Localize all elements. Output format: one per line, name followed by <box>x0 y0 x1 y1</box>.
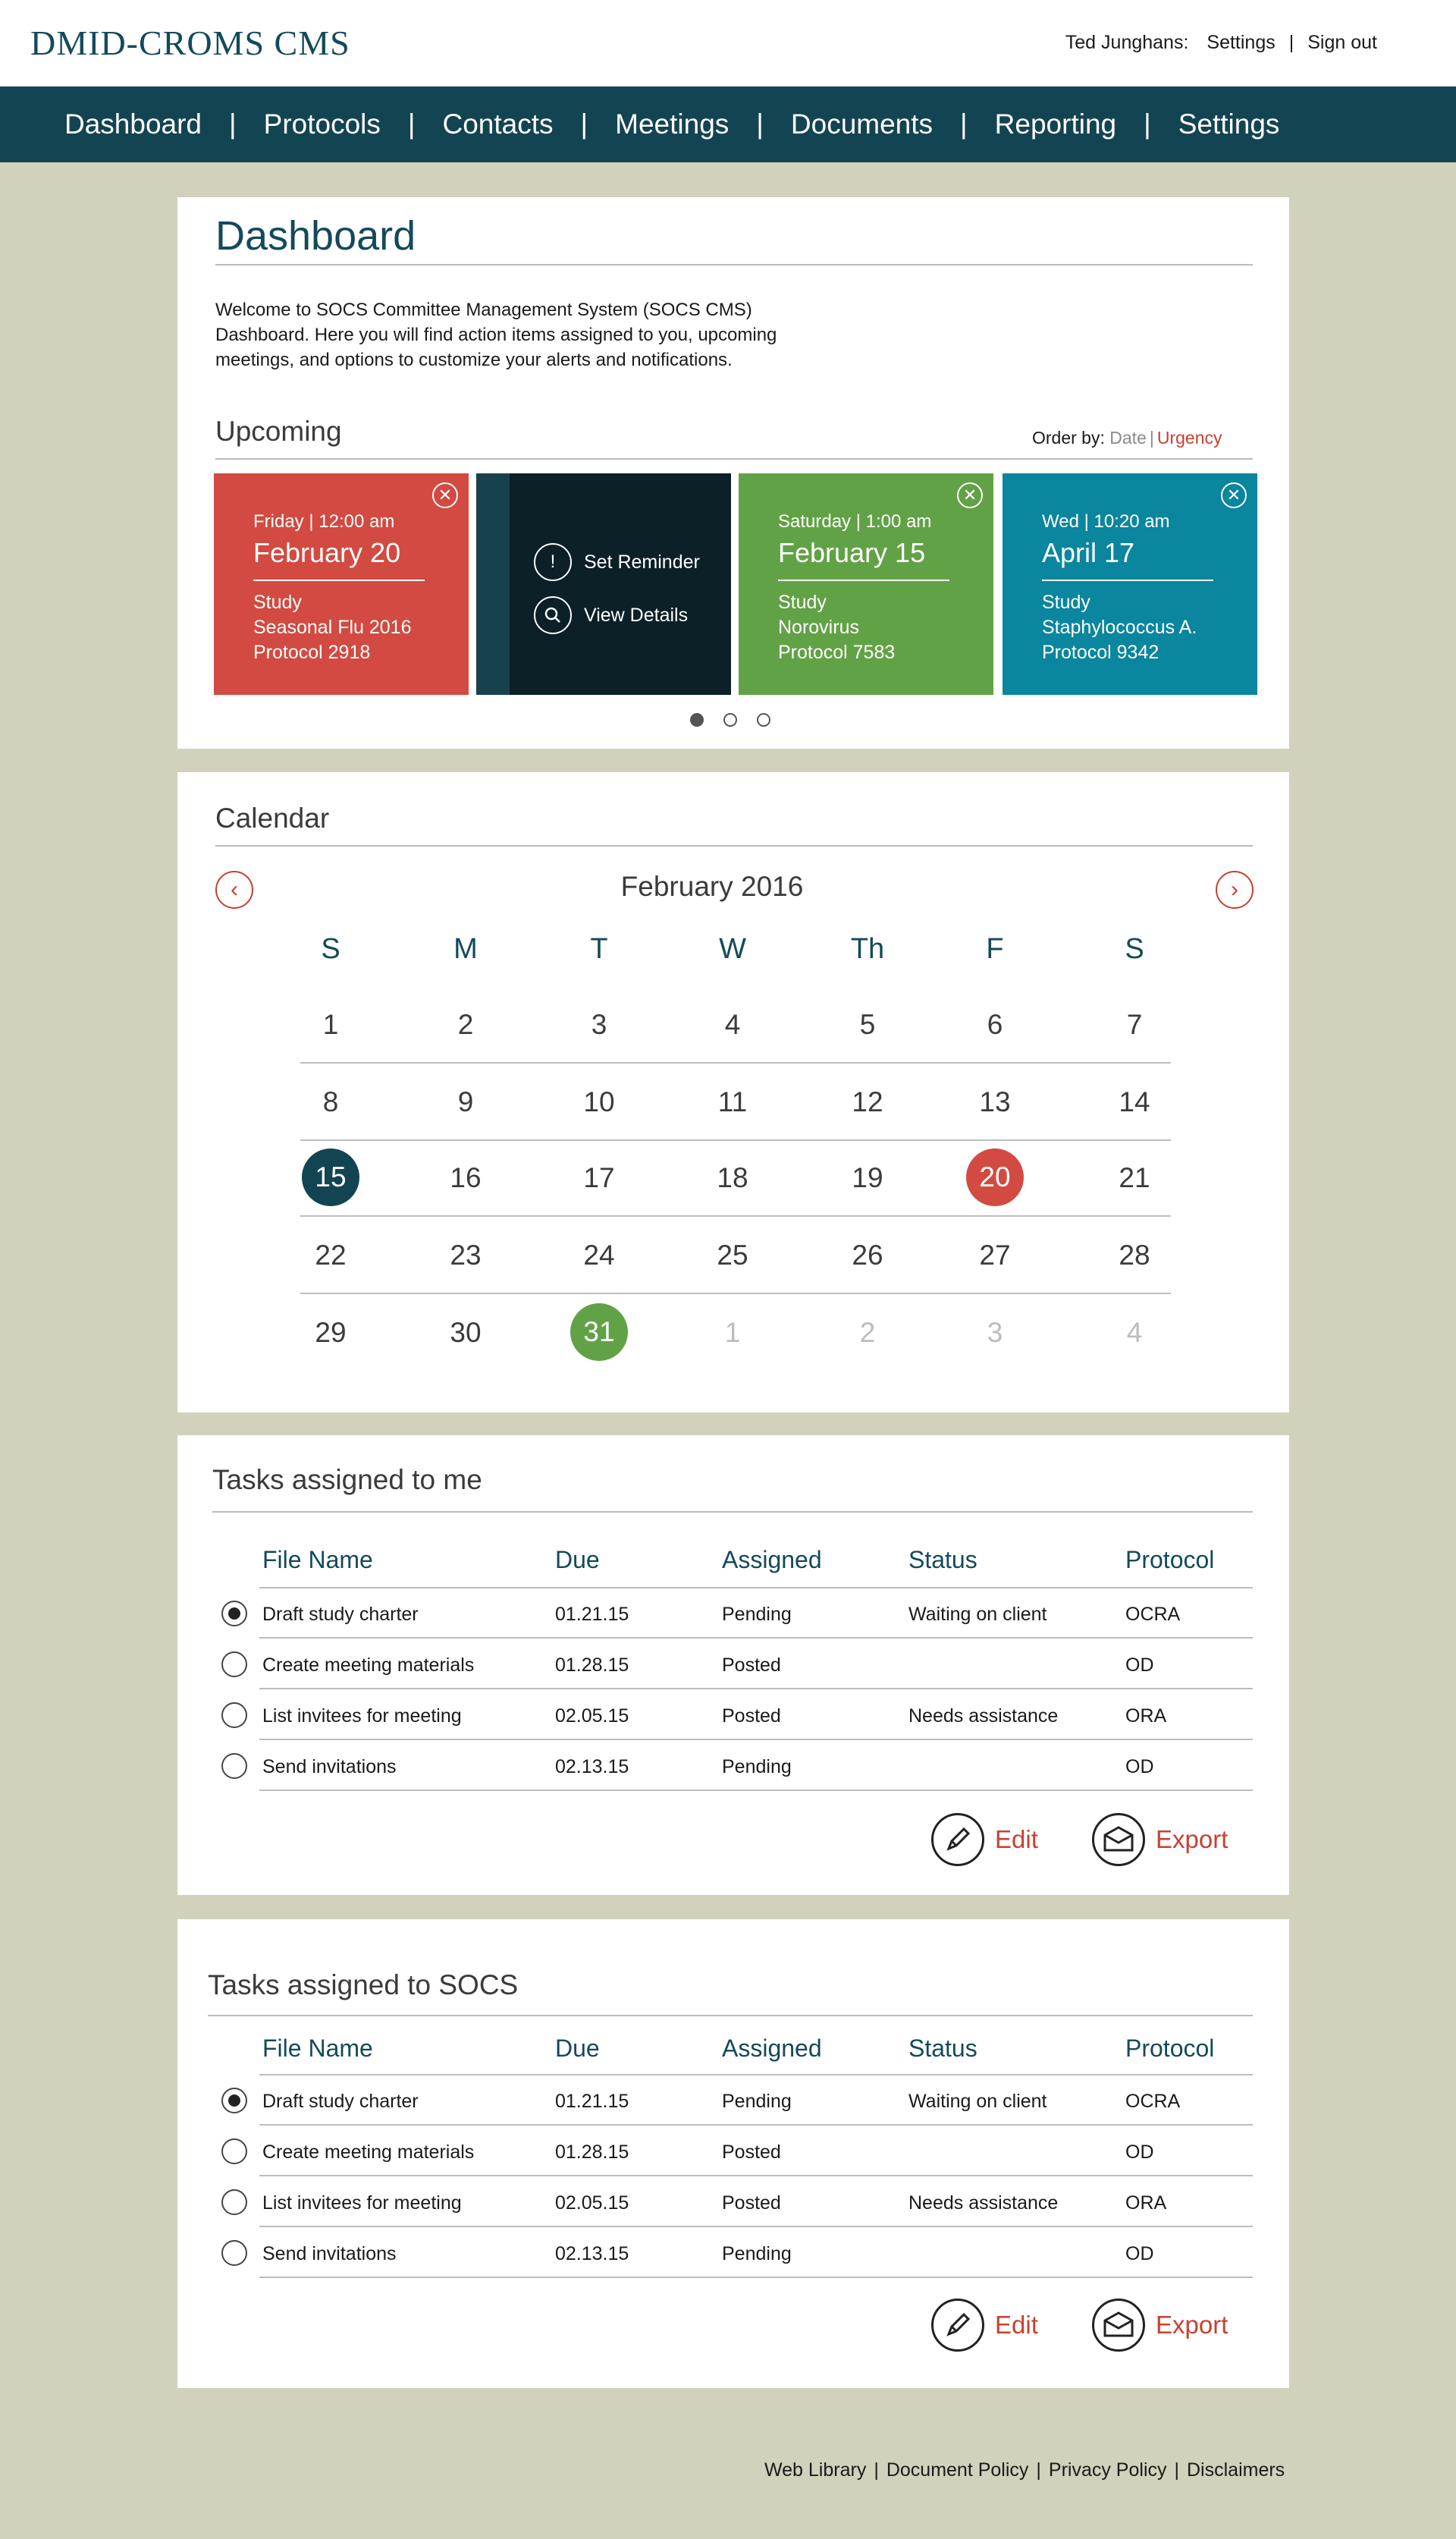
calendar-next-button[interactable]: › <box>1216 871 1254 909</box>
cell-due: 01.21.15 <box>555 1604 629 1625</box>
footer-separator: | <box>1036 2459 1041 2481</box>
cell-status: Waiting on client <box>908 1604 1047 1625</box>
card-divider <box>778 580 949 581</box>
upcoming-title: Upcoming <box>215 416 342 447</box>
calendar-day[interactable]: 24 <box>583 1240 615 1271</box>
nav-meetings[interactable]: Meetings <box>615 108 730 140</box>
calendar-day[interactable]: 22 <box>315 1240 347 1271</box>
card-type: Study <box>1042 592 1090 613</box>
nav-separator: | <box>756 108 764 140</box>
cell-protocol: OCRA <box>1125 1604 1181 1625</box>
welcome-text: Welcome to SOCS Committee Management System (SOCS CMS) Dashboard. Here you will find action items assigned to you, upcoming meetings, and options to customize your alerts and notifications. <box>215 300 777 370</box>
card-day: Wed | 10:20 am <box>1042 511 1170 532</box>
cell-protocol: ORA <box>1125 1705 1167 1727</box>
column-header: Status <box>908 2035 977 2062</box>
calendar-day[interactable]: 5 <box>859 1009 876 1040</box>
calendar-day[interactable]: 12 <box>852 1086 883 1117</box>
calendar-day[interactable]: 18 <box>717 1162 748 1193</box>
envelope-icon <box>1092 1813 1145 1866</box>
user-bar-divider: | <box>1288 32 1294 53</box>
column-header: Assigned <box>722 1546 822 1573</box>
row-select-radio[interactable] <box>221 2088 247 2113</box>
table-row-divider <box>259 2175 1253 2176</box>
cell-assigned: Pending <box>722 2091 792 2112</box>
table-header-divider <box>259 1587 1253 1588</box>
card-actions-strip <box>476 473 510 695</box>
cell-assigned: Posted <box>722 2141 781 2163</box>
calendar-row-divider <box>300 1062 1171 1064</box>
weekday-label: Th <box>850 933 885 965</box>
edit-label: Edit <box>995 1825 1038 1853</box>
order-by-date[interactable]: Date <box>1109 428 1147 448</box>
calendar-row-divider <box>300 1215 1171 1217</box>
calendar-divider <box>215 845 1253 847</box>
calendar-day[interactable]: 1 <box>322 1009 339 1040</box>
main-nav <box>0 86 1456 162</box>
card-type: Study <box>778 592 827 613</box>
calendar-row-divider <box>300 1139 1171 1141</box>
row-select-radio[interactable] <box>221 1601 247 1626</box>
cell-assigned: Posted <box>722 1705 781 1727</box>
alert-icon: ! <box>534 543 572 581</box>
cell-protocol: OCRA <box>1125 2091 1181 2112</box>
table-header-divider <box>259 2074 1253 2076</box>
close-icon[interactable]: ✕ <box>957 482 983 508</box>
edit-label: Edit <box>995 2311 1038 2339</box>
calendar-day[interactable]: 30 <box>450 1317 482 1348</box>
cell-due: 01.28.15 <box>555 2141 629 2163</box>
cell-due: 02.05.15 <box>555 2192 629 2214</box>
column-header: File Name <box>262 2035 373 2062</box>
row-select-radio[interactable] <box>221 1702 247 1728</box>
calendar-day[interactable]: 19 <box>852 1162 883 1193</box>
title-divider <box>215 264 1253 266</box>
cell-due: 01.21.15 <box>555 2091 629 2112</box>
nav-separator: | <box>960 108 968 140</box>
card-protocol: Protocol 9342 <box>1042 642 1159 663</box>
set-reminder-button[interactable] <box>534 543 700 581</box>
order-by-separator: | <box>1149 428 1154 448</box>
nav-protocols[interactable]: Protocols <box>263 108 381 140</box>
set-reminder-label: Set Reminder <box>584 551 700 573</box>
card-date: February 15 <box>778 537 926 568</box>
row-select-radio[interactable] <box>221 2189 247 2215</box>
cell-file: List invitees for meeting <box>262 1705 462 1727</box>
tasks-me-edit-button[interactable] <box>931 1813 1038 1866</box>
calendar-day[interactable] <box>538 1303 660 1361</box>
footer-separator: | <box>1174 2459 1179 2481</box>
row-select-radio[interactable] <box>221 2240 247 2266</box>
column-header: Due <box>555 2035 600 2062</box>
card-protocol: Protocol 2918 <box>253 642 371 663</box>
column-header: Protocol <box>1125 2035 1215 2062</box>
calendar-day[interactable]: 13 <box>979 1086 1011 1117</box>
calendar-day[interactable] <box>270 1149 391 1206</box>
calendar-title: Calendar <box>215 803 330 834</box>
order-by-urgency[interactable]: Urgency <box>1156 428 1222 448</box>
calendar-day-highlight: 15 <box>302 1149 359 1206</box>
calendar-day[interactable]: 2 <box>457 1009 474 1040</box>
cell-due: 02.13.15 <box>555 1756 629 1777</box>
table-row-divider <box>259 1688 1253 1689</box>
calendar-day[interactable]: 7 <box>1126 1009 1143 1040</box>
footer-web-library[interactable]: Web Library <box>764 2459 867 2481</box>
cell-protocol: ORA <box>1125 2192 1167 2214</box>
column-header: Due <box>555 1546 600 1573</box>
footer-privacy-policy[interactable]: Privacy Policy <box>1048 2459 1167 2481</box>
table-row-divider <box>259 1637 1253 1639</box>
card-date: February 20 <box>253 537 401 568</box>
tasks-me-export-button[interactable] <box>1092 1813 1228 1866</box>
calendar-day[interactable]: 9 <box>457 1086 474 1117</box>
carousel-pagination <box>690 713 770 727</box>
export-label: Export <box>1156 1825 1228 1853</box>
calendar-row-divider <box>300 1293 1171 1294</box>
app-logo[interactable]: DMID-CROMS CMS <box>30 24 350 62</box>
nav-separator: | <box>229 108 237 140</box>
calendar-day[interactable]: 28 <box>1119 1240 1150 1271</box>
weekday-label: M <box>453 933 478 965</box>
nav-separator: | <box>407 108 416 140</box>
card-divider <box>253 580 425 581</box>
nav-dashboard[interactable]: Dashboard <box>64 108 202 140</box>
cell-protocol: OD <box>1125 2141 1154 2163</box>
top-bar <box>0 0 1456 86</box>
signout-link[interactable]: Sign out <box>1307 32 1377 53</box>
footer-disclaimers[interactable]: Disclaimers <box>1187 2459 1285 2481</box>
calendar-month: February 2016 <box>620 871 804 902</box>
calendar-day[interactable]: 3 <box>591 1009 607 1040</box>
row-select-radio[interactable] <box>221 2138 247 2164</box>
footer-links <box>764 2459 1285 2481</box>
card-date: April 17 <box>1042 537 1135 568</box>
table-row-divider <box>259 2277 1253 2278</box>
cell-status: Waiting on client <box>908 2091 1047 2112</box>
cell-file: Send invitations <box>262 2243 397 2264</box>
page-title: Dashboard <box>215 213 416 259</box>
upcoming-card[interactable] <box>214 473 469 695</box>
card-study-name: Norovirus <box>778 617 859 638</box>
cell-protocol: OD <box>1125 2243 1154 2264</box>
order-by <box>1032 428 1222 448</box>
tasks-socs-export-button[interactable] <box>1092 2299 1228 2352</box>
weekday-label: F <box>986 933 1004 965</box>
cell-protocol: OD <box>1125 1756 1154 1777</box>
cell-assigned: Posted <box>722 1654 781 1676</box>
card-protocol: Protocol 7583 <box>778 642 896 663</box>
cell-file: Create meeting materials <box>262 1654 475 1676</box>
calendar-day[interactable]: 10 <box>583 1086 615 1117</box>
table-row-divider <box>259 1739 1253 1740</box>
card-day: Saturday | 1:00 am <box>778 511 932 532</box>
user-bar <box>1065 32 1377 54</box>
nav-separator: | <box>1144 108 1151 140</box>
carousel-dot[interactable] <box>723 713 737 727</box>
close-icon[interactable]: ✕ <box>432 482 458 508</box>
column-header: Protocol <box>1125 1546 1215 1573</box>
column-header: Assigned <box>722 2035 822 2062</box>
user-name: Ted Junghans: <box>1065 32 1189 53</box>
tasks-socs-title: Tasks assigned to SOCS <box>208 1969 519 2000</box>
tasks-me-title: Tasks assigned to me <box>212 1464 482 1495</box>
calendar-day[interactable]: 25 <box>717 1240 748 1271</box>
table-row-divider <box>259 2124 1253 2126</box>
tasks-socs-edit-button[interactable] <box>931 2299 1038 2352</box>
calendar-day[interactable]: 11 <box>717 1086 748 1117</box>
calendar-day[interactable]: 8 <box>322 1086 339 1117</box>
carousel-dot[interactable] <box>757 713 770 727</box>
upcoming-card[interactable] <box>739 473 993 695</box>
cell-due: 01.28.15 <box>555 1654 629 1676</box>
tasks-socs-divider <box>208 2015 1253 2016</box>
calendar-day[interactable] <box>934 1149 1056 1206</box>
cell-file: Draft study charter <box>262 1604 419 1625</box>
envelope-icon <box>1092 2299 1145 2352</box>
column-header: Status <box>908 1546 977 1573</box>
carousel-dot[interactable] <box>690 713 704 727</box>
cell-file: List invitees for meeting <box>262 2192 462 2214</box>
nav-documents[interactable]: Documents <box>790 108 934 140</box>
view-details-button[interactable] <box>534 596 688 634</box>
calendar-day[interactable]: 6 <box>987 1009 1003 1040</box>
calendar-day[interactable]: 17 <box>583 1162 615 1193</box>
upcoming-card[interactable] <box>1003 473 1257 695</box>
calendar-day[interactable]: 3 <box>987 1317 1003 1348</box>
calendar-day[interactable]: 1 <box>724 1317 741 1348</box>
footer-document-policy[interactable]: Document Policy <box>886 2459 1029 2481</box>
calendar-day[interactable]: 16 <box>450 1162 482 1193</box>
cell-assigned: Pending <box>722 1604 792 1625</box>
calendar-day[interactable]: 29 <box>315 1317 347 1348</box>
card-day: Friday | 12:00 am <box>253 511 395 532</box>
table-row-divider <box>259 1790 1253 1791</box>
calendar-day-highlight: 31 <box>570 1303 628 1361</box>
weekday-label: W <box>719 933 746 965</box>
nav-reporting[interactable]: Reporting <box>994 108 1117 140</box>
column-header: File Name <box>262 1546 373 1573</box>
cell-file: Send invitations <box>262 1756 397 1777</box>
row-select-radio[interactable] <box>221 1651 247 1677</box>
upcoming-divider <box>215 458 1253 460</box>
weekday-label: S <box>321 933 340 965</box>
calendar-day[interactable]: 4 <box>1126 1317 1143 1348</box>
cell-due: 02.05.15 <box>555 1705 629 1727</box>
view-details-label: View Details <box>584 604 689 626</box>
card-type: Study <box>253 592 302 613</box>
calendar-day[interactable]: 26 <box>852 1240 883 1271</box>
weekday-label: T <box>590 933 608 965</box>
calendar-day[interactable]: 2 <box>859 1317 876 1348</box>
close-icon[interactable]: ✕ <box>1221 482 1247 508</box>
calendar-day[interactable]: 14 <box>1119 1086 1150 1117</box>
cell-status: Needs assistance <box>908 1705 1059 1727</box>
nav-settings[interactable]: Settings <box>1178 108 1280 140</box>
cell-due: 02.13.15 <box>555 2243 629 2264</box>
calendar-day[interactable]: 4 <box>724 1009 741 1040</box>
order-by-label: Order by: <box>1032 428 1105 448</box>
cell-status: Needs assistance <box>908 2192 1059 2214</box>
settings-link[interactable]: Settings <box>1207 32 1276 53</box>
card-divider <box>1042 580 1213 581</box>
cell-assigned: Posted <box>722 2192 781 2214</box>
table-row-divider <box>259 2226 1253 2227</box>
search-icon <box>534 596 572 634</box>
calendar-day[interactable]: 23 <box>450 1240 482 1271</box>
calendar-day[interactable]: 21 <box>1119 1162 1150 1193</box>
cell-assigned: Pending <box>722 1756 792 1777</box>
card-study-name: Staphylococcus A. <box>1042 617 1197 638</box>
calendar-day[interactable]: 27 <box>979 1240 1011 1271</box>
cell-file: Draft study charter <box>262 2091 419 2112</box>
edit-icon <box>931 1813 984 1866</box>
edit-icon <box>931 2299 984 2352</box>
cell-assigned: Pending <box>722 2243 792 2264</box>
calendar-day-highlight: 20 <box>966 1149 1024 1206</box>
row-select-radio[interactable] <box>221 1753 247 1779</box>
card-actions-panel <box>476 473 731 695</box>
card-study-name: Seasonal Flu 2016 <box>253 617 412 638</box>
export-label: Export <box>1156 2311 1228 2339</box>
tasks-me-divider <box>212 1511 1253 1513</box>
calendar-prev-button[interactable]: ‹ <box>215 871 253 909</box>
cell-protocol: OD <box>1125 1654 1154 1676</box>
weekday-label: S <box>1125 933 1144 965</box>
footer-separator: | <box>874 2459 879 2481</box>
nav-contacts[interactable]: Contacts <box>442 108 554 140</box>
nav-separator: | <box>580 108 588 140</box>
cell-file: Create meeting materials <box>262 2141 475 2163</box>
